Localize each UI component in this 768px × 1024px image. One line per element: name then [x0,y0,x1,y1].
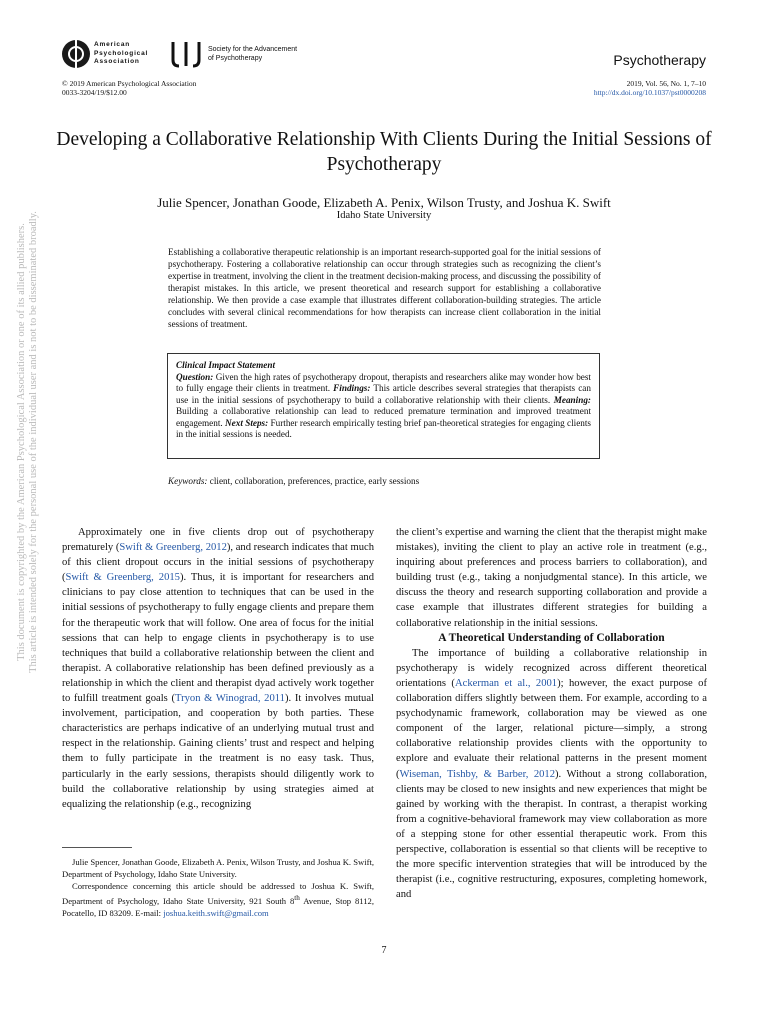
article-authors: Julie Spencer, Jonathan Goode, Elizabeth A. Penix, Wilson Trusty, and Joshua K. Swift [157,195,611,210]
abstract: Establishing a collaborative therapeutic relationship is an important research-supported goal for the initial sessions of psychotherapy. Fostering a collaborative relationship can occur through strategies such as recognizing the client’s expertise in treatment, involving the client in the treatment decision-making process, and discussing the possibility of therapist mistakes. In this article, we present theoretical and research support for establishing a collaborative relationship. We then provide a case example that illustrates different collaboration-building strategies. The article concludes with several clinical recommendations for how therapists can increase client collaboration in the initial sessions of treatment. [168,247,601,329]
superscript: th [294,894,300,902]
society-name [208,45,297,63]
apa-name-line: Psychological [94,49,149,57]
meaning-label: Meaning: [550,394,591,405]
apa-name-line: American [94,41,131,48]
body-text: ). Thus, it is important for researchers and clinicians to pay close attention to techniques that can be used in the initial sessions of psychotherapy to fully engage clients and prepare them for the therapeutic work that will follow. One area of focus for the initial sessions that can help to engage clients in psychotherapy is to use techniques that build a collaborative relationship between the client and therapist. A collaborative relationship has been defined previously as a relationship in which the client and therapist dyad actively work together to fulfill treatment goals ( [62,572,374,705]
body-text: Approximately one in five clients drop out of psychotherapy prematurely ( [62,527,374,554]
next-steps-text: Further research empirically testing brief pan-theoretical strategies for engaging clients in the initial sessions is needed. [176,417,591,439]
section-heading: A Theoretical Understanding of Collaboration [438,631,665,644]
copyright-line: © 2019 American Psychological Association [62,79,197,88]
author-note-affiliation: Julie Spencer, Jonathan Goode, Elizabeth A. Penix, Wilson Trusty, and Joshua K. Swift, Department of Psychology, Idaho State University. [62,857,374,879]
citation-link[interactable]: Swift & Greenberg, 2012 [119,542,227,554]
author-note-correspondence [62,880,374,919]
email-link[interactable]: joshua.keith.swift@gmail.com [163,907,269,918]
copyright-info [62,79,196,97]
keywords-list: client, collaboration, preferences, practice, early sessions [207,476,420,486]
keywords [168,476,419,486]
citation-link[interactable]: Swift & Greenberg, 2015 [65,572,180,584]
citation-link[interactable]: Ackerman et al., 2001 [454,677,558,689]
body-column-right [396,525,707,902]
question-label: Question: [176,371,214,382]
author-note [62,856,374,919]
citation-link[interactable]: Tryon & Winograd, 2011 [174,693,285,705]
page-number: 7 [381,945,387,956]
issn-line: 0033-3204/19/$12.00 [62,88,127,97]
side-notice-line-1: This document is copyrighted by the American Psychological Association or one of its allied publishers. [16,223,27,661]
side-notice-line-2: This article is intended solely for the personal use of the individual user and is not to be disseminated broadly. [28,211,39,673]
copyright-side-notice [16,92,40,792]
article-title: Developing a Collaborative Relationship With Clients During the Initial Sessions of Psychotherapy [56,129,712,175]
next-steps-label: Next Steps: [222,417,269,428]
correspondence-text: Avenue, Stop 8112, Pocatello, ID 83209. E-mail: [62,895,374,918]
volume-line: 2019, Vol. 56, No. 1, 7–10 [626,79,706,88]
author-affiliation: Idaho State University [336,210,432,221]
meaning-text: Building a collaborative relationship can lead to reduced premature termination and improved treatment engagement. [176,406,591,428]
findings-text: This article describes several strategies that therapists can use in the initial sessions of psychotherapy to build a collaborative relationship with their clients. [176,383,591,405]
paragraph: the client’s expertise and warning the client that the therapist might make mistakes), inviting the client to play an active role in treatment (e.g., inquiring about preferences and process barriers to collaboration), and building trust (e.g., taking a nonjudgmental stance). In this article, we discuss the theory and research supporting collaboration and provide a case example that illustrates different strategies for building a collaborative relationship in the initial sessions. [396,527,707,629]
apa-name [94,41,148,67]
journal-name: Psychotherapy [613,52,706,68]
society-name-line: of Psychotherapy [208,55,263,62]
society-name-line: Society for the Advancement [208,46,298,53]
question-text: Given the high rates of psychotherapy dropout, therapists and researchers alike may wonder how best to fully engage their clients in treatment. [176,371,591,393]
apa-name-line: Association [94,58,140,65]
correspondence-text: Correspondence concerning this article should be addressed to Joshua K. Swift, Department of Psychology, Idaho State University, 921 South 8 [62,881,374,906]
paragraph [62,525,374,812]
body-text: ); however, the exact purpose of collaboration differs slightly between them. For example, according to a psychodynamic framework, collaboration may be viewed as one component of the larger, relational picture—simply, a strong collaborative relationship provides clients with the opportunity to explore and evaluate their relational patterns in the present moment ( [396,677,707,780]
society-logo-icon [170,40,202,68]
findings-label: Findings: [330,383,371,393]
body-text: ). It involves mutual involvement, participation, and cooperation by both parties. These characteristics are perhaps indicative of an underlying mutual trust and respect in the relationship. Gaining clients’ trust and respect and helping them to fully participate in the treatment is no easy task. Thus, particularly in the early sessions, therapists should diligently work to build the collaborative relationship by using strategies aimed at equalizing the relationship (e.g., recognizing [62,693,374,810]
apa-logo-icon [62,40,90,68]
body-text: ), and research indicates that much of this client dropout occurs in the initial sessions of psychotherapy ( [62,542,374,584]
doi-link[interactable]: http://dx.doi.org/10.1037/pst0000208 [593,88,706,97]
body-column-left [62,525,374,812]
keywords-label: Keywords: [168,476,208,486]
footnote-divider [62,847,132,848]
citation-link[interactable]: Wiseman, Tishby, & Barber, 2012 [399,768,556,780]
body-text: The importance of building a collaborative relationship in psychotherapy is widely recognized across different theoretical orientations ( [396,647,707,689]
impact-heading: Clinical Impact Statement [176,360,276,370]
paragraph [396,646,707,903]
clinical-impact-box [167,353,600,459]
body-text: ). Without a strong collaboration, clients may be closed to new insights and new experiences that might be gained by working with the therapist. In contrast, a therapist working from a cognitive-behavioral framework may view collaboration as more of a stepping stone for other essential therapeutic work. From this perspective, collaboration is essential so that clients will be receptive to the more specific intervention strategies that will be introduced by the therapist (i.e., cognitive restructuring, exposures, completing homework, and [396,768,707,901]
citation-info [594,79,706,97]
